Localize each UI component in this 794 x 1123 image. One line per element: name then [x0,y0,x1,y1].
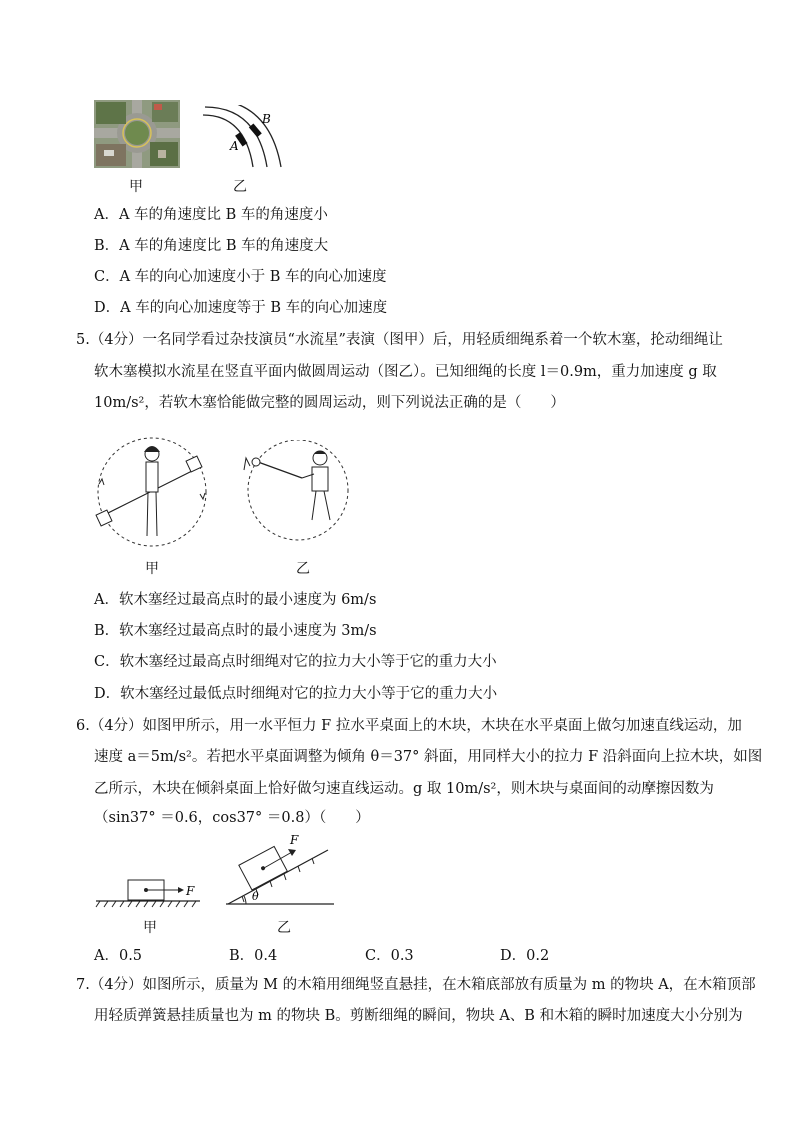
q6-stem-line-1: 6.（4分）如图甲所示，用一水平恒力 F 拉水平桌面上的木块，木块在水平桌面上做匀加速直线运动，加 [76,718,742,734]
q4-aerial-photo [94,100,180,168]
q6-option-a: A．0.5 [94,948,143,964]
q6-option-c: C．0.3 [365,948,414,964]
q6-stem-line-4: （sin37° ＝0.6，cos37° ＝0.8）（ ） [94,810,370,826]
q6-fig-jia-caption: 甲 [143,920,157,936]
q4-option-a: A．A 车的角速度比 B 车的角速度小 [94,207,328,223]
q5-fig-yi [240,440,358,555]
angle-label: θ [252,890,259,903]
block-on-table-icon [94,870,204,914]
q6-option-b: B．0.4 [229,948,278,964]
q6-fig-yi [222,828,338,912]
q6-stem-line-2: 速度 a＝5m/s²。若把水平桌面调整为倾角 θ＝37° 斜面，用同样大小的拉力 F 沿斜面向上拉木块，如图 [94,749,763,765]
q5-option-d: D．软木塞经过最低点时细绳对它的拉力大小等于它的重力大小 [94,686,498,702]
q5-fig-jia [92,432,212,552]
q4-option-c: C．A 车的向心加速度小于 B 车的向心加速度 [94,269,387,285]
q6-fig-yi-caption: 乙 [277,920,291,936]
q5-fig-jia-caption: 甲 [145,561,159,577]
q5-option-a: A．软木塞经过最高点时的最小速度为 6m/s [94,592,377,608]
q7-stem-line-2: 用轻质弹簧悬挂质量也为 m 的物块 B。剪断细绳的瞬间，物块 A、B 和木箱的瞬时加速度大小分别为 [94,1008,743,1024]
label-a: A [230,139,239,153]
force-label-jia: F [186,884,195,898]
block-on-incline-icon [222,828,338,912]
q5-stem-line-2: 软木塞模拟水流星在竖直平面内做圆周运动（图乙）。已知细绳的长度 l＝0.9m，重力加速度 g 取 [94,364,717,380]
q5-option-c: C．软木塞经过最高点时细绳对它的拉力大小等于它的重力大小 [94,654,497,670]
q4-option-d: D．A 车的向心加速度等于 B 车的向心加速度 [94,300,388,316]
q5-stem-line-3: 10m/s²，若软木塞恰能做完整的圆周运动，则下列说法正确的是（ ） [94,395,565,411]
cork-swinging-student-icon [240,440,358,555]
q6-fig-jia [94,870,204,914]
q6-stem-line-3: 乙所示，木块在倾斜桌面上恰好做匀速直线运动。g 取 10m/s²，则木块与桌面间的动摩擦因数为 [94,781,714,797]
q5-option-b: B．软木塞经过最高点时的最小速度为 3m/s [94,623,377,639]
q4-fig-yi-caption: 乙 [233,179,247,195]
q4-curve-diagram [195,105,285,175]
q5-fig-yi-caption: 乙 [296,561,310,577]
roundabout-photo-icon [94,100,180,168]
label-b: B [262,112,271,126]
water-meteor-performer-icon [92,432,212,552]
q6-option-d: D．0.2 [500,948,550,964]
q4-fig-jia-caption: 甲 [129,179,143,195]
q7-stem-line-1: 7.（4分）如图所示，质量为 M 的木箱用细绳竖直悬挂，在木箱底部放有质量为 m 的物块 A，在木箱顶部 [76,977,756,993]
q5-stem-line-1: 5.（4分）一名同学看过杂技演员“水流星”表演（图甲）后，用轻质细绳系着一个软木塞，抡动细绳让 [76,332,723,348]
car-b-icon [249,123,262,137]
q4-option-b: B．A 车的角速度比 B 车的角速度大 [94,238,329,254]
force-label-yi: F [290,833,299,847]
